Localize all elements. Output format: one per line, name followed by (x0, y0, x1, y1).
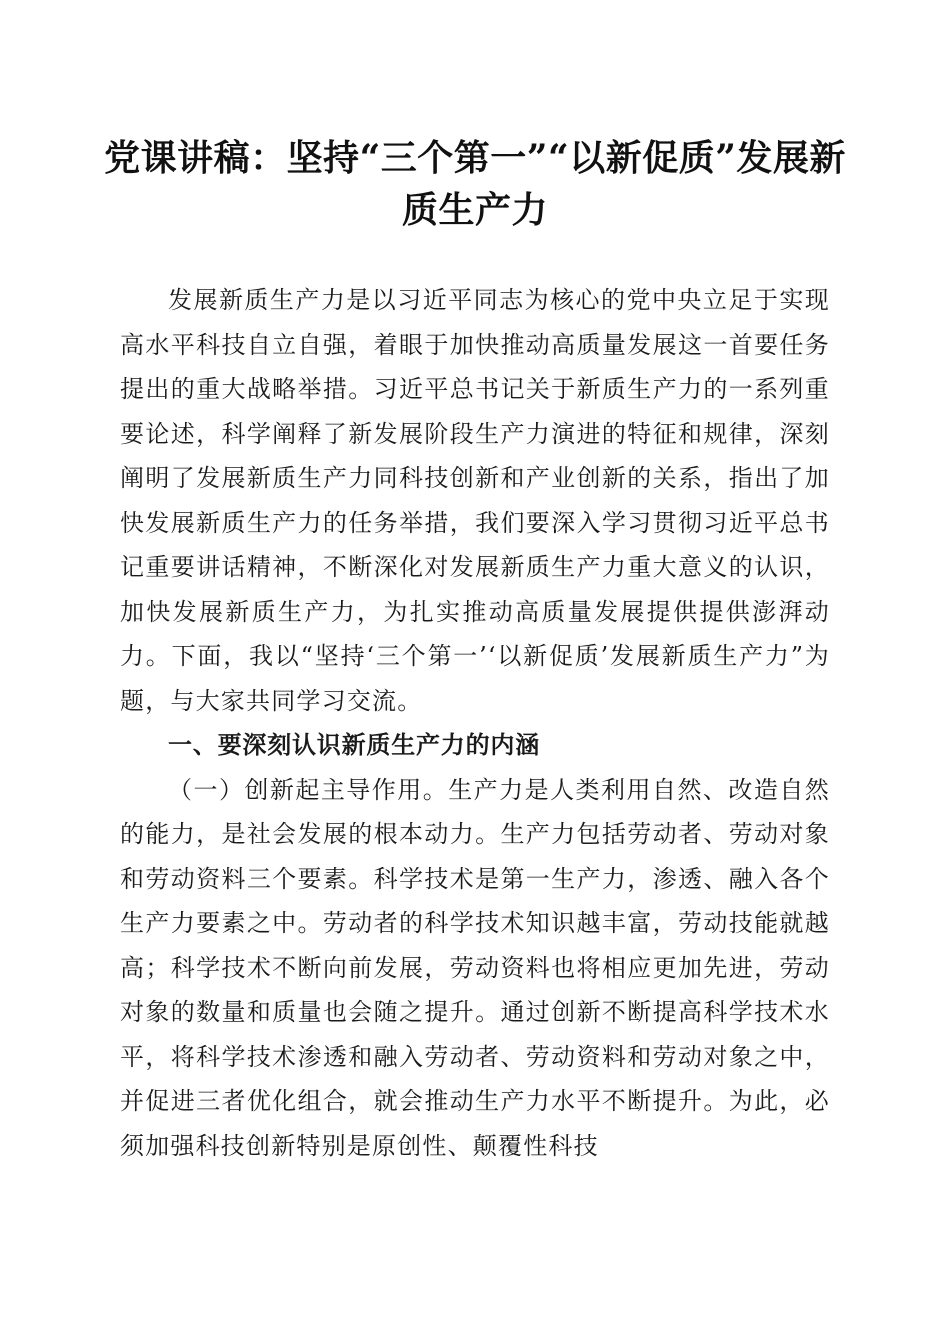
document-title: 党课讲稿：坚持“三个第一”“以新促质”发展新质生产力 (104, 137, 846, 231)
subsection-body: 生产力是人类利用自然、改造自然的能力，是社会发展的根本动力。生产力包括劳动者、劳动对象和劳动资料三个要素。科学技术是第一生产力，渗透、融入各个生产力要素之中。劳动者的科学技术知识越丰富，劳动技能就越高；科学技术不断向前发展，劳动资料也将相应更加先进，劳动对象的数量和质量也会随之提升。通过创新不断提高科学技术水平，将科学技术渗透和融入劳动者、劳动资料和劳动对象之中，并促进三者优化组合，就会推动生产力水平不断提升。为此，必须加强科技创新特别是原创性、颠覆性科技 (120, 775, 831, 1160)
intro-paragraph: 发展新质生产力是以习近平同志为核心的党中央立足于实现高水平科技自立自强，着眼于加快推动高质量发展这一首要任务提出的重大战略举措。习近平总书记关于新质生产力的一系列重要论述，科学阐释了新发展阶段生产力演进的特征和规律，深刻阐明了发展新质生产力同科技创新和产业创新的关系，指出了加快发展新质生产力的任务举措，我们要深入学习贯彻习近平总书记重要讲话精神，不断深化对发展新质生产力重大意义的认识，加快发展新质生产力，为扎实推动高质量发展提供提供澎湃动力。下面，我以“坚持‘三个第一’‘以新促质’发展新质生产力”为题，与大家共同学习交流。 (120, 286, 830, 715)
section-heading: 一、要深刻认识新质生产力的内涵 (168, 731, 540, 759)
subsection-heading: （一）创新起主导作用。 (168, 775, 449, 804)
document-body (120, 278, 830, 1168)
subsection-paragraph (120, 768, 830, 1169)
